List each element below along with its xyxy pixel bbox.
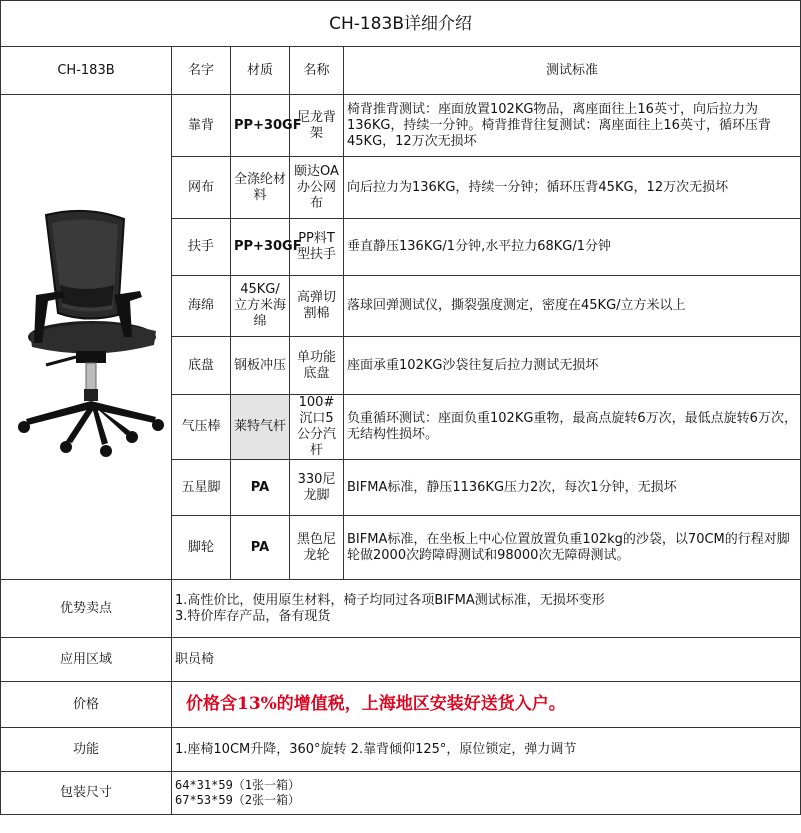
application-label: 应用区域 (1, 638, 172, 682)
row-name: 网布 (172, 157, 231, 219)
function-value: 1.座椅10CM升降，360°旋转 2.靠背倾仰125°，原位锁定，弹力调节 (172, 728, 801, 772)
packing-line-2: 67*53*59（2张一箱） (175, 793, 301, 807)
row-designation: PP料T型扶手 (290, 219, 344, 276)
row-material: PA (231, 460, 290, 516)
header-standard: 测试标准 (344, 47, 801, 95)
row-designation: 高弹切割棉 (290, 276, 344, 337)
row-designation: 330尼龙脚 (290, 460, 344, 516)
chair-image (1, 95, 172, 580)
application-row (1, 638, 801, 682)
row-material: 45KG/立方米海绵 (231, 276, 290, 337)
row-name: 靠背 (172, 95, 231, 157)
row-standard: 负重循环测试：座面负重102KG重物，最高点旋转6万次，最低点旋转6万次，无结构性损坏。 (344, 395, 801, 460)
application-value: 职员椅 (172, 638, 801, 682)
row-material: PA (231, 516, 290, 580)
row-material: 钢板冲压 (231, 337, 290, 395)
row-standard: 落球回弹测试仪，撕裂强度测定，密度在45KG/立方米以上 (344, 276, 801, 337)
packing-line-1: 64*31*59（1张一箱） (175, 778, 301, 792)
header-name: 名字 (172, 47, 231, 95)
row-material: 莱特气杆 (231, 395, 290, 460)
advantages-line-1: 1.高性价比，使用原生材料，椅子均同过各项BIFMA测试标准，无损坏变形 (175, 592, 605, 608)
row-name: 底盘 (172, 337, 231, 395)
header-designation: 名称 (290, 47, 344, 95)
packing-row (1, 772, 801, 815)
row-name: 气压棒 (172, 395, 231, 460)
price-text: 价格含13%的增值税，上海地区安装好送货入户。 (186, 693, 566, 714)
row-name: 海绵 (172, 276, 231, 337)
row-designation: 颐达OA办公网布 (290, 157, 344, 219)
advantages-value (172, 580, 801, 638)
row-designation: 黑色尼龙轮 (290, 516, 344, 580)
price-row (1, 682, 801, 728)
row-designation: 尼龙背架 (290, 95, 344, 157)
advantages-line-2: 3.特价库存产品，备有现货 (175, 608, 331, 624)
price-label: 价格 (1, 682, 172, 728)
packing-value (172, 772, 801, 815)
packing-label: 包装尺寸 (1, 772, 172, 815)
row-standard: 椅背推背测试：座面放置102KG物品，离座面往上16英寸，向后拉力为136KG，持续一分钟。椅背推背往复测试：离座面往上16英寸，循环压背45KG，12万次无损坏 (344, 95, 801, 157)
row-designation: 单功能底盘 (290, 337, 344, 395)
office-chair-illustration (6, 205, 166, 465)
header-model: CH-183B (1, 47, 172, 95)
row-standard: BIFMA标准，在坐板上中心位置放置负重102kg的沙袋，以70CM的行程对脚轮做2000次跨障碍测试和98000次无障碍测试。 (344, 516, 801, 580)
row-standard: BIFMA标准，静压1136KG压力2次，每次1分钟，无损坏 (344, 460, 801, 516)
advantages-row (1, 580, 801, 638)
function-label: 功能 (1, 728, 172, 772)
row-material: PP+30GF (231, 219, 290, 276)
row-name: 扶手 (172, 219, 231, 276)
price-value (172, 682, 801, 728)
row-material: PP+30GF (231, 95, 290, 157)
table-row (1, 95, 801, 157)
row-name: 五星脚 (172, 460, 231, 516)
header-material: 材质 (231, 47, 290, 95)
row-designation: 100#沉口5公分汽杆 (290, 395, 344, 460)
page-title: CH-183B详细介绍 (1, 1, 801, 47)
row-material: 全涤纶材料 (231, 157, 290, 219)
advantages-label: 优势卖点 (1, 580, 172, 638)
row-name: 脚轮 (172, 516, 231, 580)
function-row (1, 728, 801, 772)
row-standard: 向后拉力为136KG，持续一分钟；循环压背45KG，12万次无损坏 (344, 157, 801, 219)
row-standard: 座面承重102KG沙袋往复后拉力测试无损坏 (344, 337, 801, 395)
row-standard: 垂直静压136KG/1分钟,水平拉力68KG/1分钟 (344, 219, 801, 276)
